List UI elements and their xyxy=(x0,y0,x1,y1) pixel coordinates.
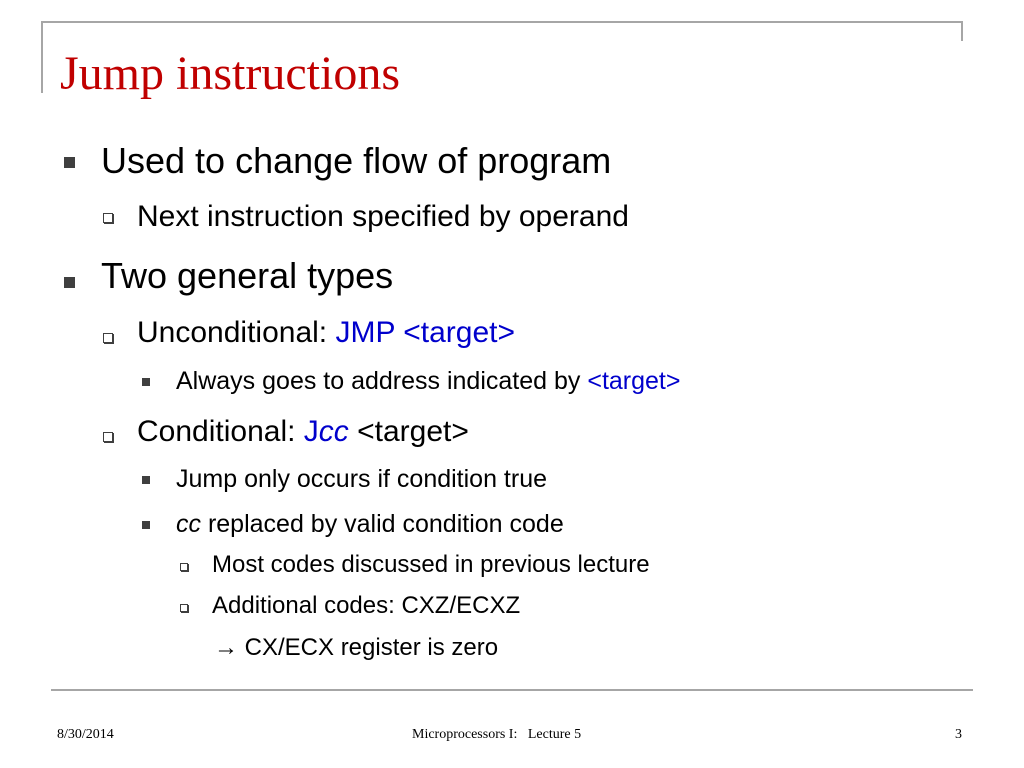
square-bullet-icon xyxy=(142,476,150,484)
bullet-level2-conditional xyxy=(137,414,469,450)
bullet-label: Unconditional: xyxy=(137,316,336,349)
bullet-label: Conditional: xyxy=(137,415,304,448)
footer-date: 8/30/2014 xyxy=(57,727,114,742)
bullet-level1-flow xyxy=(101,141,611,181)
right-arrow-icon: → xyxy=(214,634,238,661)
cc-term: cc xyxy=(176,510,201,538)
footer-divider xyxy=(51,689,973,691)
hollow-box-bullet-icon xyxy=(180,604,188,612)
bullet-text: Used to change flow of program xyxy=(101,140,612,181)
bullet-level4-most-codes xyxy=(212,551,650,579)
jcc-target: <target> xyxy=(348,415,469,448)
bullet-text: Jump only occurs if condition true xyxy=(176,465,548,493)
hollow-box-bullet-icon xyxy=(180,563,188,571)
bullet-level3-jump-only xyxy=(176,464,547,494)
bullet-text: Next instruction specified by operand xyxy=(137,200,629,233)
bullet-level2-unconditional xyxy=(137,315,515,351)
bullet-text: Always goes to address indicated by xyxy=(176,367,588,395)
bullet-text: CX/ECX register is zero xyxy=(238,634,499,661)
square-bullet-icon xyxy=(64,157,75,168)
hollow-box-bullet-icon xyxy=(103,213,113,223)
bullet-text: Additional codes: CXZ/ECXZ xyxy=(212,592,521,619)
bullet-text: Most codes discussed in previous lecture xyxy=(212,551,650,578)
bullet-text: replaced by valid condition code xyxy=(201,510,564,538)
continuation-cx-zero xyxy=(214,634,498,662)
page-number: 3 xyxy=(955,727,962,742)
square-bullet-icon xyxy=(64,277,75,288)
bullet-level3-always xyxy=(176,366,680,396)
square-bullet-icon xyxy=(142,521,150,529)
bullet-level2-operand xyxy=(137,199,629,235)
slide-title: Jump instructions xyxy=(60,47,401,100)
hollow-box-bullet-icon xyxy=(103,333,113,343)
hollow-box-bullet-icon xyxy=(103,432,113,442)
jcc-code-cc: cc xyxy=(318,415,349,448)
bullet-text: Two general types xyxy=(101,255,394,296)
square-bullet-icon xyxy=(142,378,150,386)
footer-center-text: Microprocessors I: Lecture 5 xyxy=(412,727,582,742)
bullet-level1-types xyxy=(101,256,393,296)
bullet-level3-cc-replaced xyxy=(176,509,564,539)
target-code: <target> xyxy=(587,367,681,395)
bullet-level4-additional-codes xyxy=(212,592,520,620)
jmp-code: JMP <target> xyxy=(335,316,516,349)
jcc-code-j: J xyxy=(303,415,319,448)
